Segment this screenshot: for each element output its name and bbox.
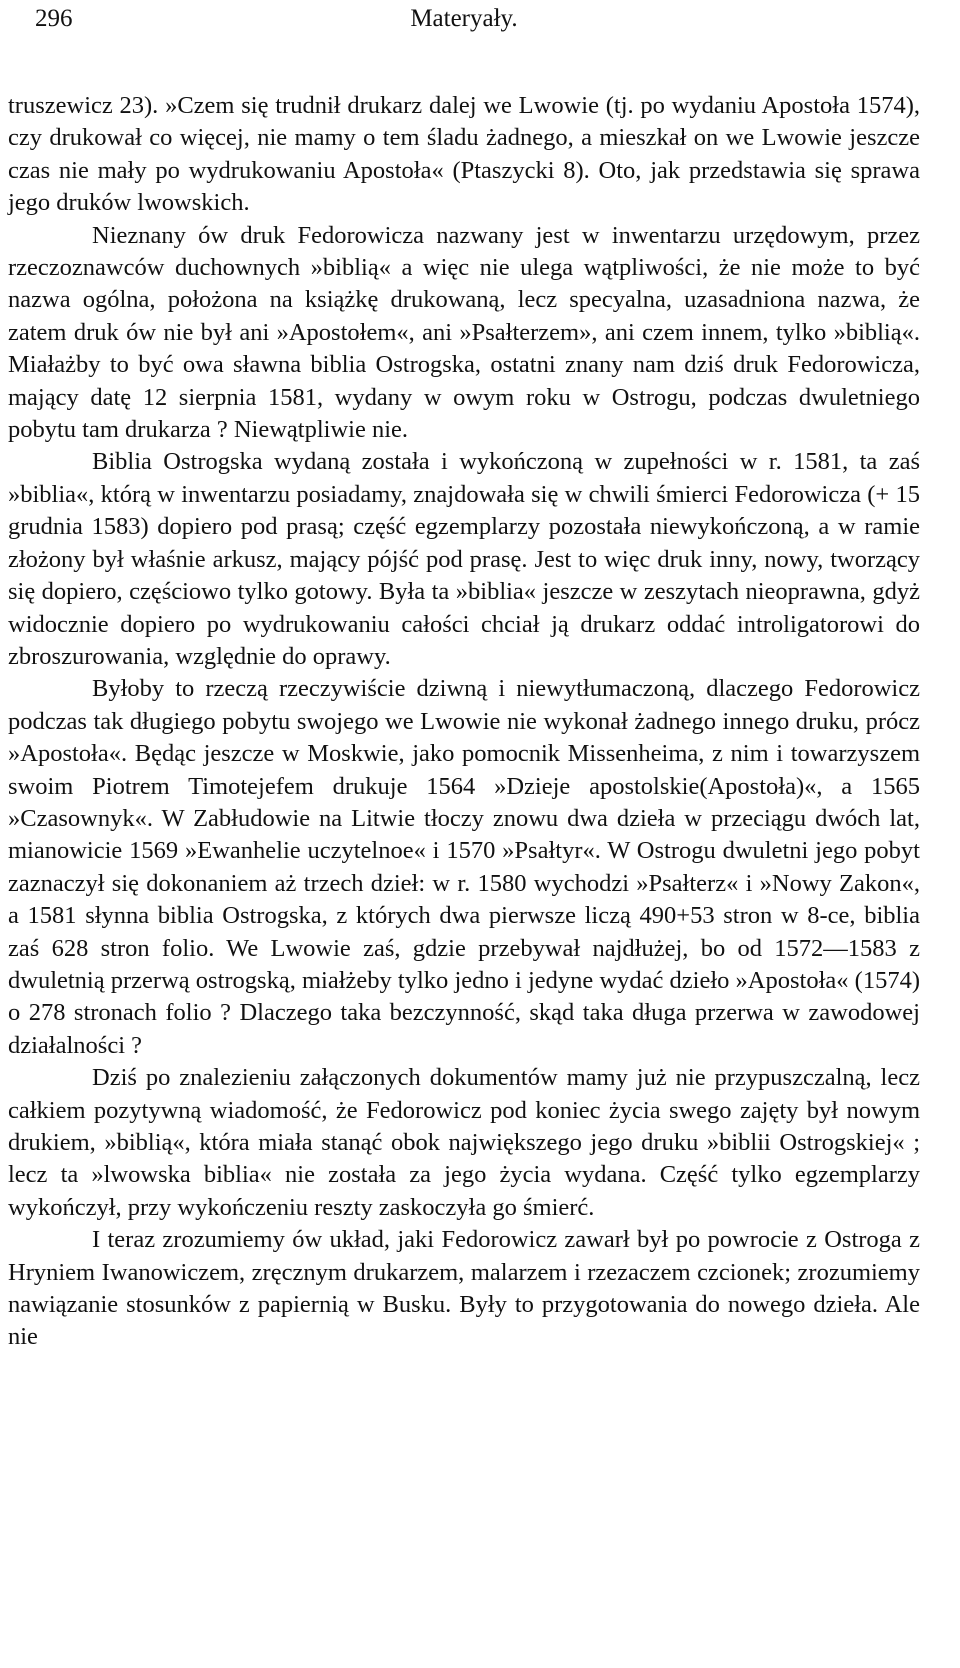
- running-title: Materyały.: [410, 5, 518, 32]
- page-header: [8, 0, 920, 54]
- paragraph: I teraz zrozumiemy ów układ, jaki Fedorowicz zawarł był po powrocie z Ostroga z Hryniem Iwanowiczem, zręcznym drukarzem, malarzem i rzezaczem czcionek; zrozumiemy nawiązanie stosunków z papiernią w Busku. Były to przygotowania do nowego dzieła. Ale nie: [8, 1226, 920, 1351]
- paragraph: truszewicz 23). »Czem się trudnił drukarz dalej we Lwowie (tj. po wydaniu Apostoła 1574), czy drukował co więcej, nie mamy o tem śladu żadnego, a mieszkał on we Lwowie jeszcze czas nie mały po wydrukowaniu Apostoła« (Ptaszycki 8). Oto, jak przedstawia się sprawa jego druków lwowskich.: [8, 92, 920, 217]
- body-text: [8, 90, 920, 1354]
- paragraph: Dziś po znalezieniu załączonych dokumentów mamy już nie przypuszczalną, lecz całkiem pozytywną wiadomość, że Fedorowicz pod koniec życia swego zajęty był nowym drukiem, »biblią«, która miała stanąć obok największego jego druku »biblii Ostrogskiej« ; lecz ta »lwowska biblia« nie została za jego życia wydana. Część tylko egzemplarzy wykończył, przy wykończeniu reszty zaskoczyła go śmierć.: [8, 1064, 920, 1221]
- page-number: 296: [35, 5, 73, 32]
- paragraph: Nieznany ów druk Fedorowicza nazwany jest w inwentarzu urzędowym, przez rzeczoznawców duchownych »biblią« a więc nie ulega wątpliwości, że nie może to być nazwa ogólna, położona na książkę drukowaną, lecz specyalna, uzasadniona nazwa, że zatem druk ów nie był ani »Apostołem«, ani »Psałterzem», ani czem innem, tylko »biblią«. Miałażby to być owa sławna biblia Ostrogska, ostatni znany nam dziś druk Fedorowicza, mający datę 12 sierpnia 1581, wydany w owym roku w Ostrogu, podczas dwuletniego pobytu tam drukarza ? Niewątpliwie nie.: [8, 221, 920, 444]
- paragraph: Biblia Ostrogska wydaną została i wykończoną w zupełności w r. 1581, ta zaś »biblia«, którą w inwentarzu posiadamy, znajdowała się w chwili śmierci Fedorowicza (+ 15 grudnia 1583) dopiero pod prasą; część egzemplarzy pozostała niewykończoną, a w ramie złożony był właśnie arkusz, mający pójść pod prasę. Jest to więc druk inny, nowy, tworzący się dopiero, częściowo tylko gotowy. Była ta »biblia« jeszcze w zeszytach nieoprawna, gdyż widocznie dopiero po wydrukowaniu całości chciał ją drukarz oddać introligatorowi do zbroszurowania, względnie do oprawy.: [8, 448, 920, 670]
- paragraph: Byłoby to rzeczą rzeczywiście dziwną i niewytłumaczoną, dlaczego Fedorowicz podczas tak długiego pobytu swojego we Lwowie nie wykonał żadnego innego druku, prócz »Apostoła«. Będąc jeszcze w Moskwie, jako pomocnik Missenheima, z nim i towarzyszem swoim Piotrem Timotejefem drukuje 1564 »Dzieje apostolskie(Apostoła)«, a 1565 »Czasownyk«. W Zabłudowie na Litwie tłoczy znowu dwa dzieła w przeciągu dwóch lat, mianowicie 1569 »Ewanhelie uczytelnoe« i 1570 »Psałtyr«. W Ostrogu dwuletni jego pobyt zaznaczył się dokonaniem aż trzech dzieł: w r. 1580 wychodzi »Psałterz« i »Nowy Zakon«, a 1581 słynna biblia Ostrogska, z których dwa pierwsze liczą 490+53 stron w 8-ce, biblia zaś 628 stron folio. We Lwowie zaś, gdzie przebywał najdłużej, bo od 1572—1583 z dwuletnią przerwą ostrogską, miałżeby tylko jedno i jedyne wydać dzieło »Apostoła« (1574) o 278 stronach folio ? Dlaczego taka bezczynność, skąd taka długa przerwa w zawodowej działalności ?: [8, 675, 920, 1059]
